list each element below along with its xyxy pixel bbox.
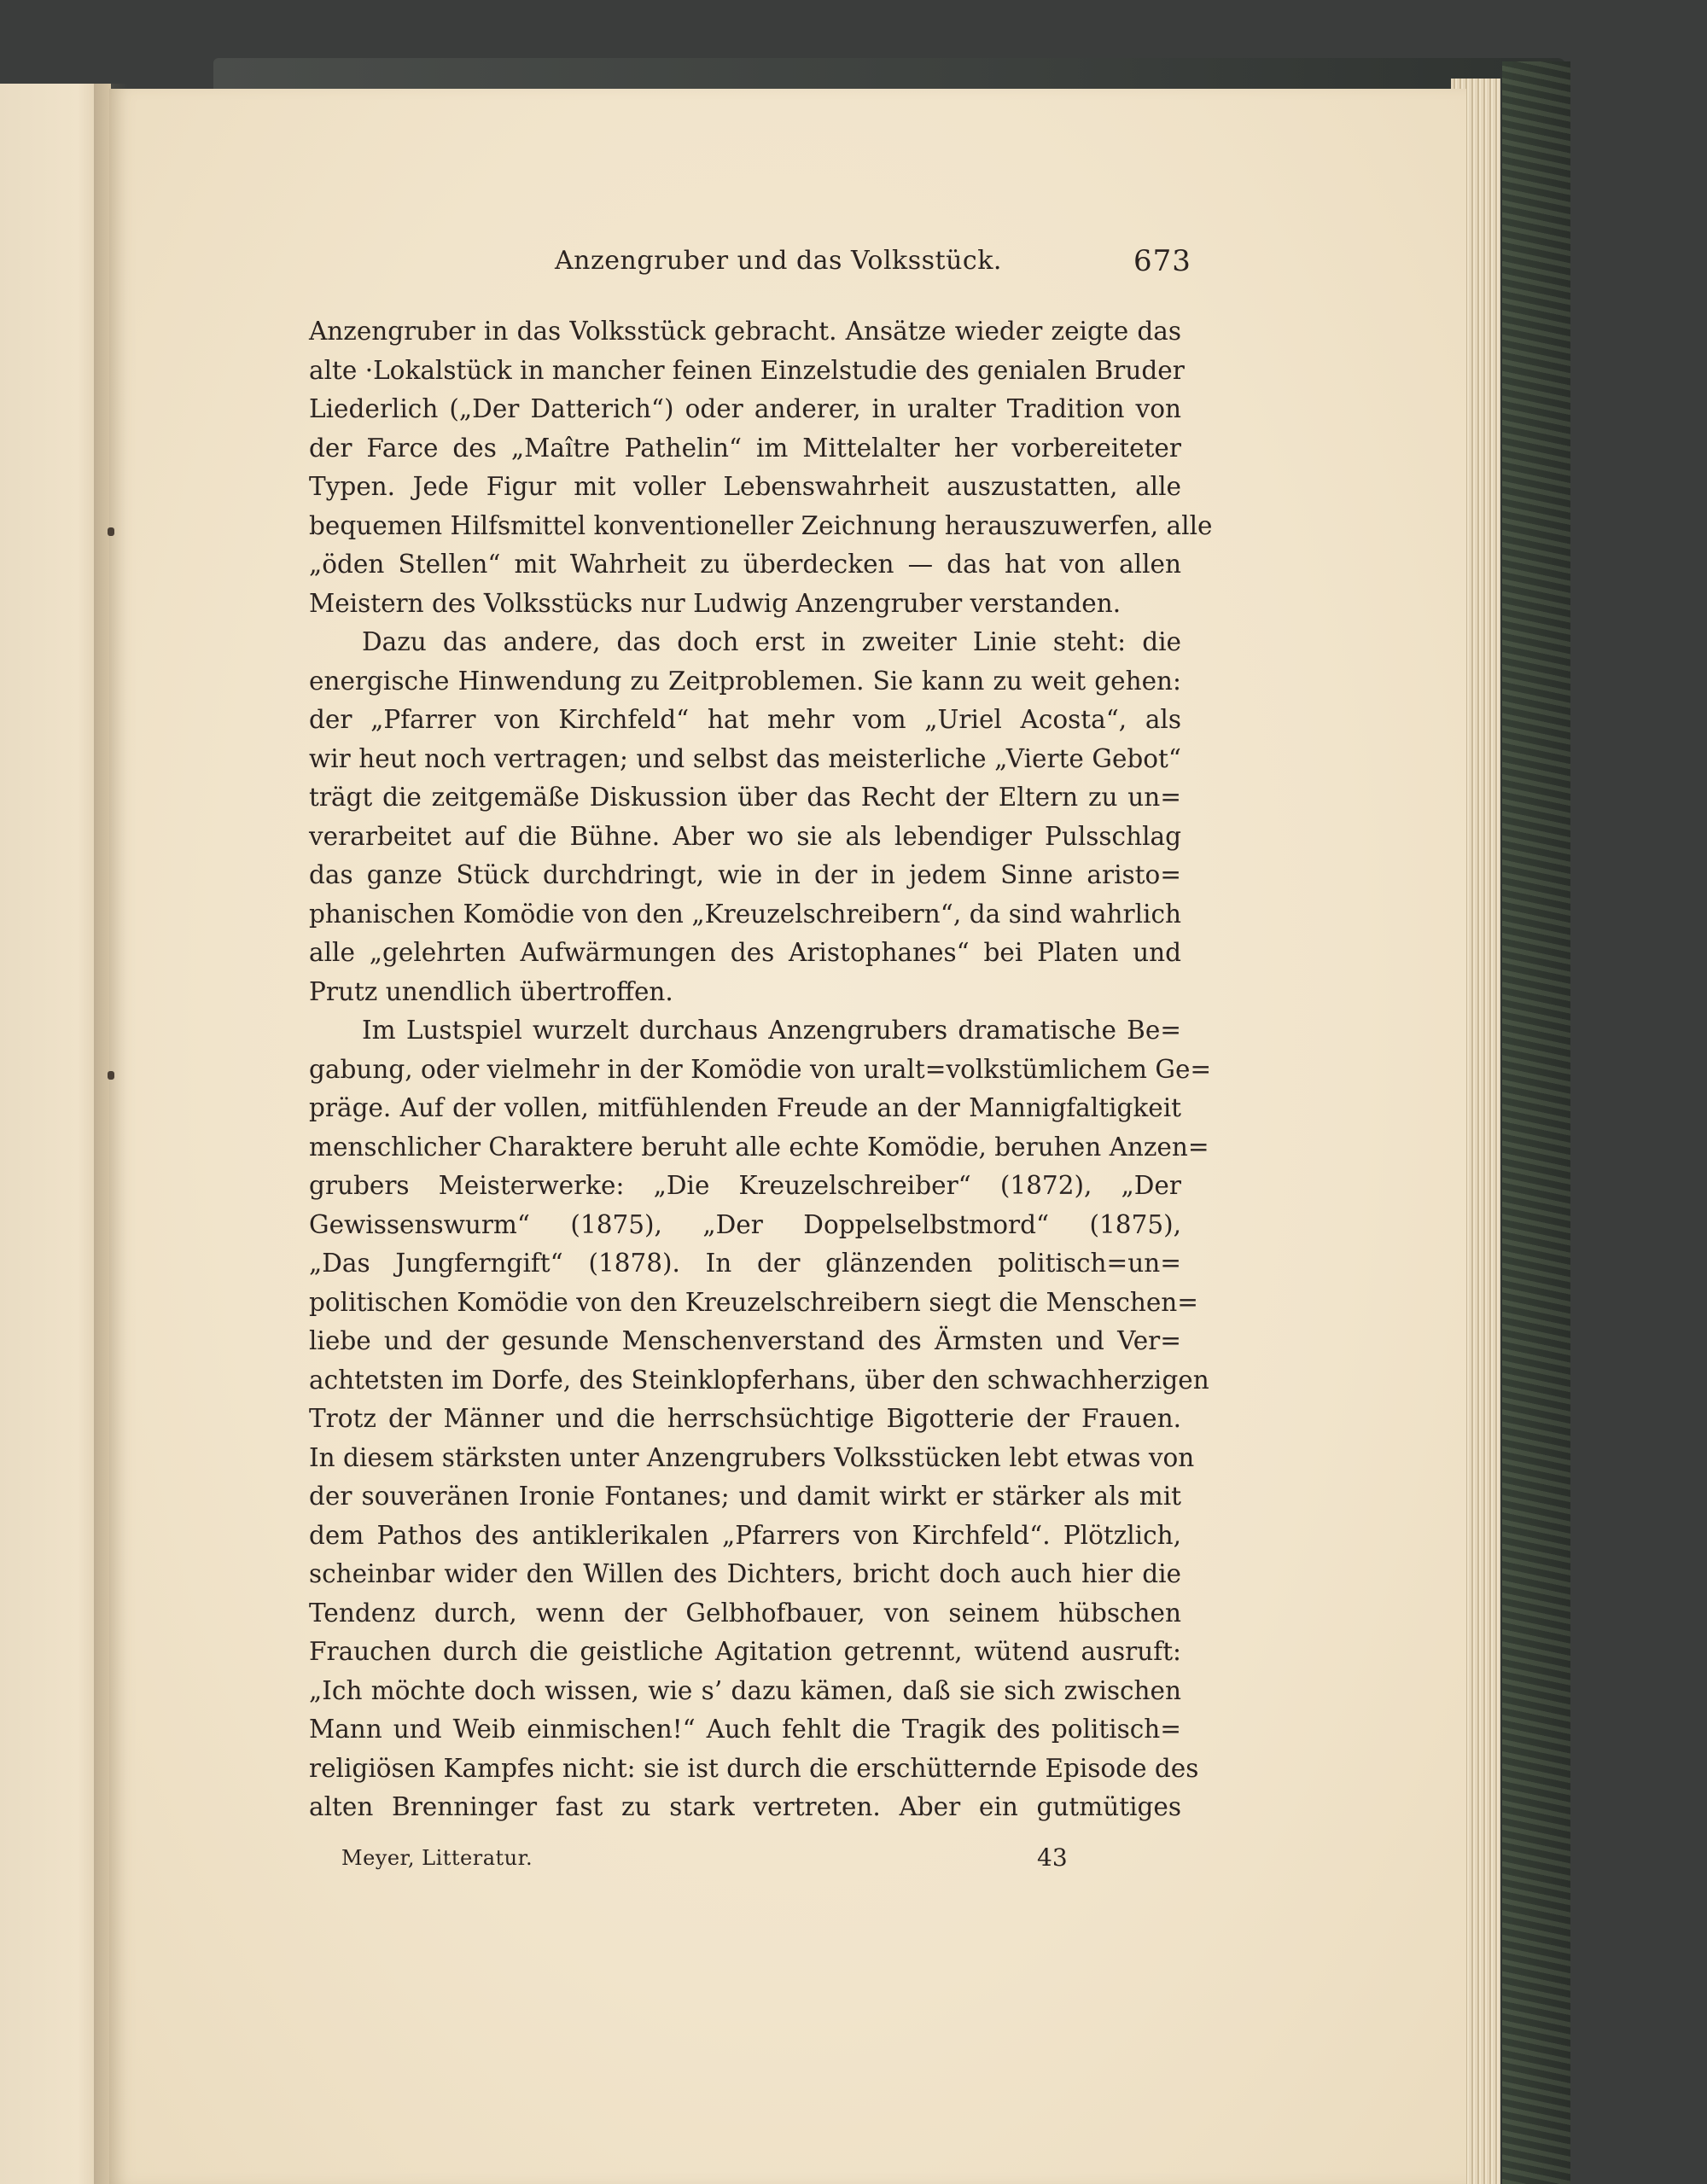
text-line: Im Lustspiel wurzelt durchaus Anzengrubers dramatische Be=	[362, 1016, 1181, 1045]
signature-number: 43	[1037, 1843, 1068, 1872]
text-line: gabung, oder vielmehr in der Komödie von uralt=volkstümlichem Ge=	[309, 1054, 1212, 1084]
signature-mark: Meyer, Litteratur.	[341, 1846, 533, 1870]
margin-mark	[108, 527, 114, 536]
text-line: In diesem stärksten unter Anzengrubers Volksstücken lebt etwas von	[309, 1442, 1195, 1472]
text-line: „Ich möchte doch wissen, wie s’ dazu kämen, daß sie sich zwischen	[309, 1675, 1181, 1705]
text-line: verarbeitet auf die Bühne. Aber wo sie als lebendiger Pulsschlag	[309, 821, 1181, 851]
text-line: Typen. Jede Figur mit voller Lebenswahrheit auszustatten, alle	[309, 472, 1181, 501]
text-line: das ganze Stück durchdringt, wie in der in jedem Sinne aristo=	[309, 860, 1181, 889]
text-line: phanischen Komödie von den „Kreuzelschreibern“, da sind wahrlich	[309, 899, 1181, 929]
text-line: Liederlich („Der Datterich“) oder anderer, in uralter Tradition von	[309, 394, 1181, 423]
text-line: Dazu das andere, das doch erst in zweiter Linie steht: die	[362, 627, 1181, 656]
text-line: Meistern des Volksstücks nur Ludwig Anzengruber verstanden.	[309, 588, 1121, 618]
text-line: der souveränen Ironie Fontanes; und damit wirkt er stärker als mit	[309, 1482, 1181, 1511]
text-line: „öden Stellen“ mit Wahrheit zu überdecken — das hat von allen	[309, 550, 1181, 579]
text-line: alle „gelehrten Aufwärmungen des Aristophanes“ bei Platen und	[309, 938, 1181, 967]
running-head: Anzengruber und das Volksstück.	[555, 246, 1002, 276]
text-line: religiösen Kampfes nicht: sie ist durch die erschütternde Episode des	[309, 1753, 1199, 1783]
margin-mark	[108, 1071, 114, 1080]
text-line: scheinbar wider den Willen des Dichters, bricht doch auch hier die	[309, 1559, 1181, 1588]
text-line: Gewissenswurm“ (1875), „Der Doppelselbstmord“ (1875),	[309, 1209, 1181, 1239]
text-line: präge. Auf der vollen, mitfühlenden Freude an der Mannigfaltigkeit	[309, 1093, 1181, 1122]
cover-edge	[1502, 61, 1570, 2184]
text-line: Tendenz durch, wenn der Gelbhofbauer, von seinem hübschen	[309, 1598, 1181, 1628]
text-line: Prutz unendlich übertroffen.	[309, 976, 673, 1006]
text-line: alte ·Lokalstück in mancher feinen Einzelstudie des genialen Bruder	[309, 355, 1185, 385]
text-line: liebe und der gesunde Menschenverstand des Ärmsten und Ver=	[309, 1326, 1181, 1355]
text-line: wir heut noch vertragen; und selbst das meisterliche „Vierte Gebot“	[309, 743, 1181, 773]
text-line: energische Hinwendung zu Zeitproblemen. Sie kann zu weit gehen:	[309, 666, 1181, 696]
page-gutter	[94, 84, 128, 2184]
text-line: achtetsten im Dorfe, des Steinklopferhans, über den schwachherzigen	[309, 1365, 1209, 1395]
text-line: menschlicher Charaktere beruht alle echte Komödie, beruhen Anzen=	[309, 1132, 1209, 1162]
text-line: trägt die zeitgemäße Diskussion über das Recht der Eltern zu un=	[309, 783, 1181, 812]
text-line: alten Brenninger fast zu stark vertreten. Aber ein gutmütiges	[309, 1792, 1181, 1821]
text-line: dem Pathos des antiklerikalen „Pfarrers von Kirchfeld“. Plötzlich,	[309, 1520, 1181, 1550]
text-line: der Farce des „Maître Pathelin“ im Mittelalter her vorbereiteter	[309, 433, 1181, 463]
text-line: der „Pfarrer von Kirchfeld“ hat mehr vom „Uriel Acosta“, als	[309, 705, 1181, 734]
text-line: grubers Meisterwerke: „Die Kreuzelschreiber“ (1872), „Der	[309, 1171, 1181, 1200]
text-line: Mann und Weib einmischen!“ Auch fehlt die Tragik des politisch=	[309, 1715, 1181, 1744]
text-line: Anzengruber in das Volksstück gebracht. Ansätze wieder zeigte das	[309, 317, 1181, 346]
body-text	[309, 312, 1213, 1827]
text-line: bequemen Hilfsmittel konventioneller Zeichnung herauszuwerfen, alle	[309, 510, 1213, 540]
text-line: Frauchen durch die geistliche Agitation getrennt, wütend ausruft:	[309, 1637, 1181, 1666]
text-line: politischen Komödie von den Kreuzelschreibern siegt die Menschen=	[309, 1287, 1199, 1317]
text-line: Trotz der Männer und die herrschsüchtige Bigotterie der Frauen.	[309, 1404, 1181, 1433]
text-line: „Das Jungferngift“ (1878). In der glänzenden politisch=un=	[309, 1249, 1181, 1278]
page-number: 673	[1133, 244, 1191, 278]
